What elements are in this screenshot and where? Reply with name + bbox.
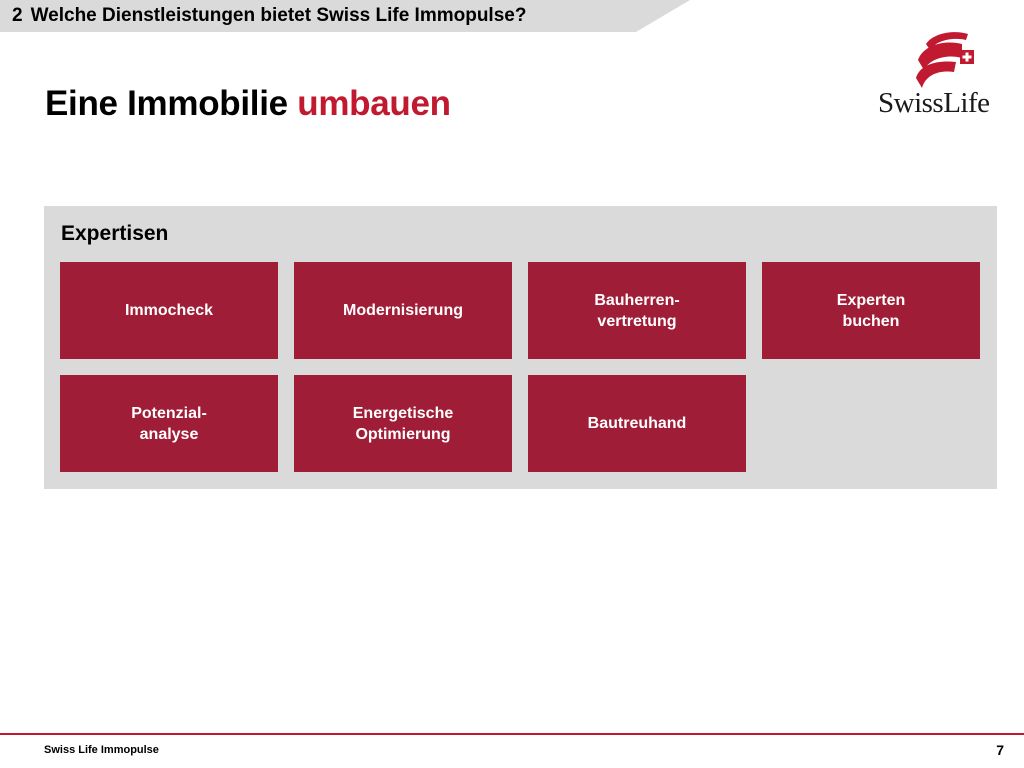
tile-potenzialanalyse[interactable] — [60, 375, 278, 472]
page-title-accent: umbauen — [297, 84, 451, 123]
tile-modernisierung[interactable] — [294, 262, 512, 359]
footer-divider — [0, 733, 1024, 735]
tile-label: Bautreuhand — [587, 415, 687, 432]
swiss-life-logo — [876, 28, 1008, 124]
tile-bauherrenvertretung[interactable] — [528, 262, 746, 359]
section-number: 2 — [12, 5, 23, 26]
section-title: Welche Dienstleistungen bietet Swiss Life Immopulse? — [30, 5, 527, 26]
page-number: 7 — [996, 742, 1004, 758]
page-title-main: Eine Immobilie — [45, 84, 288, 123]
tile-bautreuhand[interactable] — [528, 375, 746, 472]
swiss-life-logo-mark-icon — [912, 30, 976, 90]
footer-text: Swiss Life Immopulse — [44, 744, 159, 756]
tile-label: Energetische Optimierung — [352, 404, 454, 443]
panel-title: Expertisen — [61, 222, 169, 245]
tile-label: Modernisierung — [342, 302, 463, 319]
tile-experten-buchen[interactable] — [762, 262, 980, 359]
page-title — [45, 84, 451, 124]
tile-label: Experten buchen — [836, 291, 906, 330]
section-header — [12, 5, 526, 27]
tile-label: Immocheck — [124, 302, 214, 319]
tile-label: Bauherren- vertretung — [594, 291, 680, 330]
swiss-life-logo-text: SwissLife — [878, 87, 990, 119]
tile-label: Potenzial- analyse — [131, 404, 207, 443]
tile-immocheck[interactable] — [60, 262, 278, 359]
tile-energetische-optimierung[interactable] — [294, 375, 512, 472]
